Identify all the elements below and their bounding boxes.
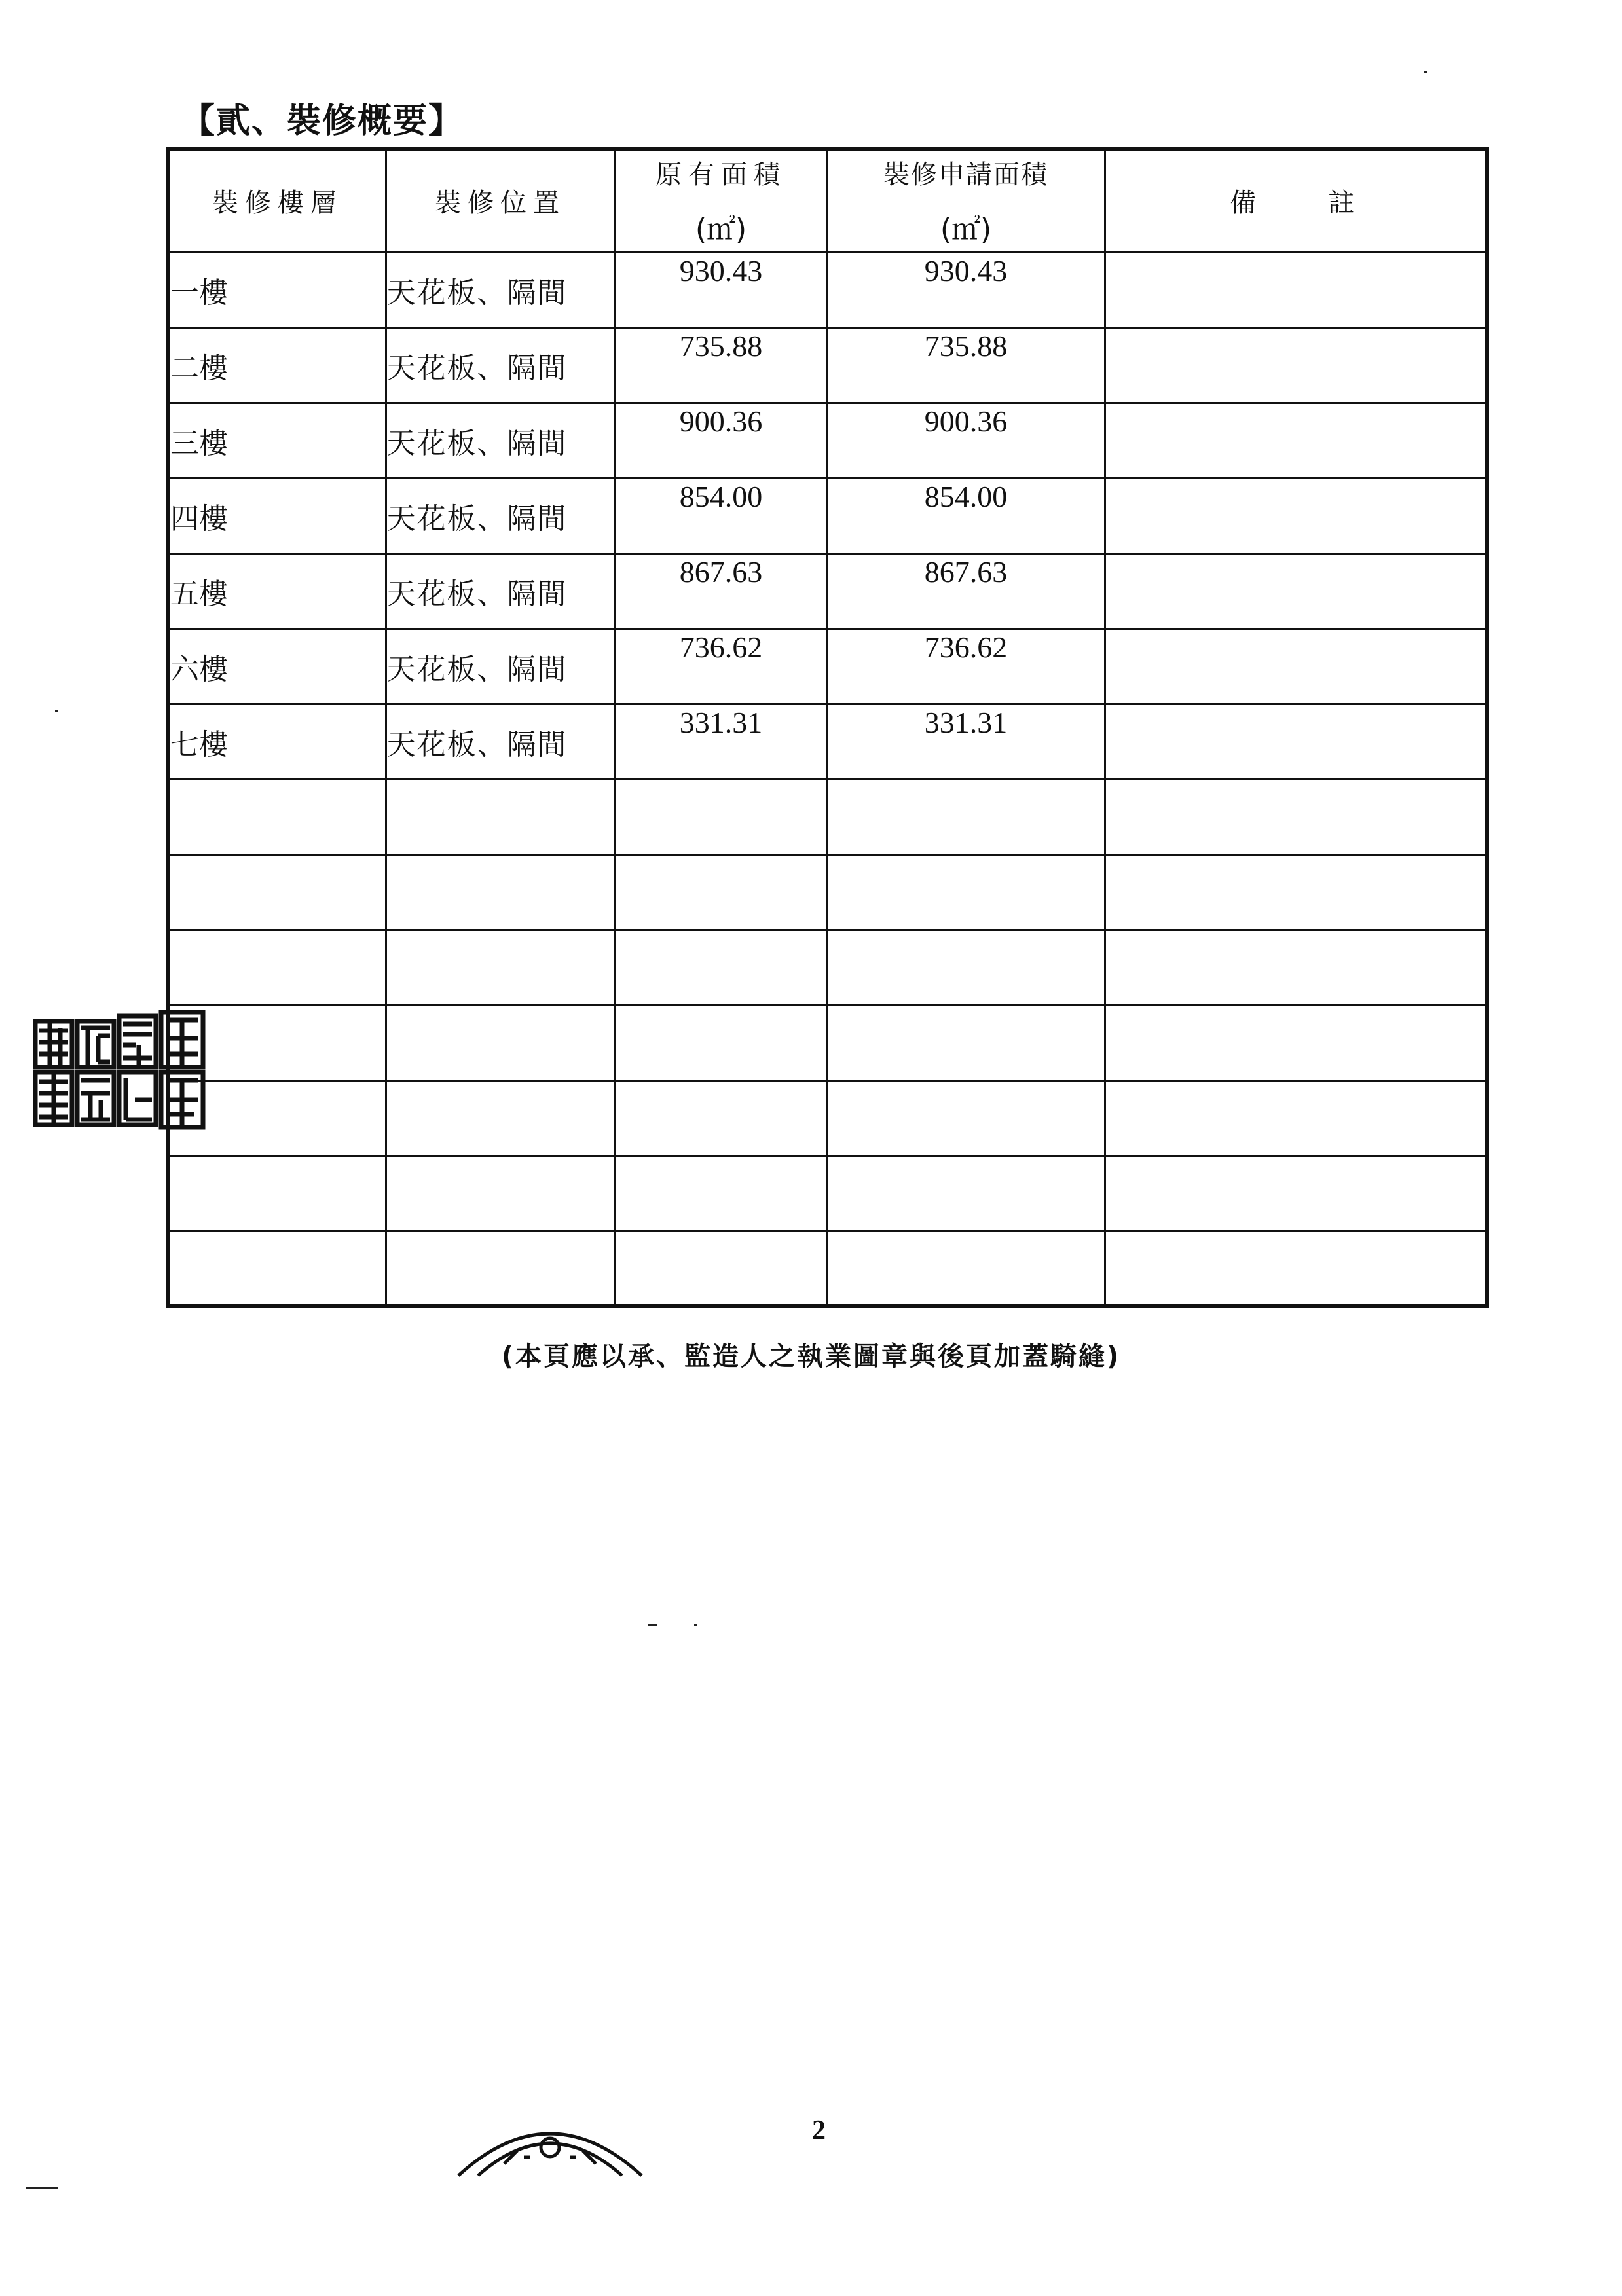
- empty-cell: [827, 1156, 1105, 1231]
- original-area-cell: 867.63: [615, 553, 827, 629]
- empty-cell: [168, 779, 386, 854]
- remarks-cell: [1105, 704, 1487, 779]
- empty-cell: [168, 1231, 386, 1306]
- empty-cell: [386, 1005, 615, 1080]
- table-row: [168, 252, 1487, 327]
- empty-cell: [1105, 1005, 1487, 1080]
- empty-cell: [168, 930, 386, 1005]
- empty-cell: [1105, 1080, 1487, 1156]
- floor-cell: 三樓: [168, 403, 386, 478]
- empty-table-row: [168, 779, 1487, 854]
- empty-table-row: [168, 854, 1487, 930]
- header-original-area-label: 原有面積: [655, 160, 786, 191]
- empty-cell: [1105, 930, 1487, 1005]
- applied-area-cell: 900.36: [827, 403, 1105, 478]
- empty-cell: [615, 1080, 827, 1156]
- header-applied-area-label: 裝修申請面積: [883, 160, 1048, 191]
- applied-area-cell: 331.31: [827, 704, 1105, 779]
- empty-table-row: [168, 1005, 1487, 1080]
- remarks-cell: [1105, 553, 1487, 629]
- original-area-cell: 735.88: [615, 327, 827, 403]
- floor-cell: 四樓: [168, 478, 386, 553]
- empty-table-row: [168, 1080, 1487, 1156]
- header-location: 裝修位置: [386, 149, 615, 252]
- original-area-cell: 331.31: [615, 704, 827, 779]
- empty-cell: [386, 1080, 615, 1156]
- empty-table-row: [168, 1231, 1487, 1306]
- empty-cell: [827, 1005, 1105, 1080]
- partial-round-seal: [452, 2118, 648, 2177]
- floor-cell: 七樓: [168, 704, 386, 779]
- empty-cell: [615, 1231, 827, 1306]
- scan-speck: [55, 710, 58, 712]
- empty-cell: [386, 1231, 615, 1306]
- location-cell: 天花板、隔間: [386, 553, 615, 629]
- empty-cell: [615, 930, 827, 1005]
- empty-cell: [1105, 779, 1487, 854]
- empty-table-row: [168, 1156, 1487, 1231]
- floor-cell: 五樓: [168, 553, 386, 629]
- table-row: [168, 403, 1487, 478]
- empty-table-row: [168, 930, 1487, 1005]
- empty-cell: [386, 779, 615, 854]
- remarks-cell: [1105, 327, 1487, 403]
- remarks-cell: [1105, 478, 1487, 553]
- location-cell: 天花板、隔間: [386, 403, 615, 478]
- floor-cell: 六樓: [168, 629, 386, 704]
- empty-cell: [168, 1156, 386, 1231]
- empty-cell: [168, 854, 386, 930]
- empty-cell: [615, 1156, 827, 1231]
- empty-cell: [386, 930, 615, 1005]
- applied-area-cell: 854.00: [827, 478, 1105, 553]
- scan-speck: [26, 2187, 58, 2189]
- empty-cell: [1105, 854, 1487, 930]
- location-cell: 天花板、隔間: [386, 327, 615, 403]
- scan-speck: [648, 1624, 657, 1626]
- empty-cell: [827, 779, 1105, 854]
- official-seal-stamp: [30, 1002, 207, 1133]
- table-row: [168, 327, 1487, 403]
- scan-speck: [1424, 71, 1427, 73]
- section-heading: 【貳、裝修概要】: [181, 101, 464, 141]
- header-floor: 裝修樓層: [168, 149, 386, 252]
- header-remarks: 備 註: [1105, 149, 1487, 252]
- empty-cell: [615, 779, 827, 854]
- location-cell: 天花板、隔間: [386, 252, 615, 327]
- remarks-cell: [1105, 629, 1487, 704]
- empty-cell: [827, 854, 1105, 930]
- empty-cell: [827, 1231, 1105, 1306]
- empty-cell: [615, 1005, 827, 1080]
- table-row: [168, 553, 1487, 629]
- header-original-area-unit: (㎡): [695, 213, 747, 247]
- applied-area-cell: 930.43: [827, 252, 1105, 327]
- floor-cell: 二樓: [168, 327, 386, 403]
- renovation-summary-table: [166, 147, 1489, 1308]
- empty-cell: [827, 930, 1105, 1005]
- original-area-cell: 736.62: [615, 629, 827, 704]
- floor-cell: 一樓: [168, 252, 386, 327]
- location-cell: 天花板、隔間: [386, 478, 615, 553]
- header-applied-area: [827, 149, 1105, 252]
- empty-cell: [1105, 1156, 1487, 1231]
- table-row: [168, 629, 1487, 704]
- scan-speck: [694, 1624, 697, 1626]
- remarks-cell: [1105, 252, 1487, 327]
- table-header-row: [168, 149, 1487, 252]
- location-cell: 天花板、隔間: [386, 629, 615, 704]
- location-cell: 天花板、隔間: [386, 704, 615, 779]
- empty-cell: [386, 854, 615, 930]
- header-applied-area-unit: (㎡): [940, 213, 992, 247]
- applied-area-cell: 867.63: [827, 553, 1105, 629]
- empty-cell: [615, 854, 827, 930]
- remarks-cell: [1105, 403, 1487, 478]
- applied-area-cell: 735.88: [827, 327, 1105, 403]
- header-original-area: [615, 149, 827, 252]
- empty-cell: [386, 1156, 615, 1231]
- page-number: 2: [812, 2115, 826, 2145]
- footnote: (本頁應以承、監造人之執業圖章與後頁加蓋騎縫): [501, 1341, 1121, 1372]
- empty-cell: [827, 1080, 1105, 1156]
- table-row: [168, 478, 1487, 553]
- applied-area-cell: 736.62: [827, 629, 1105, 704]
- original-area-cell: 930.43: [615, 252, 827, 327]
- empty-cell: [1105, 1231, 1487, 1306]
- table-row: [168, 704, 1487, 779]
- original-area-cell: 854.00: [615, 478, 827, 553]
- original-area-cell: 900.36: [615, 403, 827, 478]
